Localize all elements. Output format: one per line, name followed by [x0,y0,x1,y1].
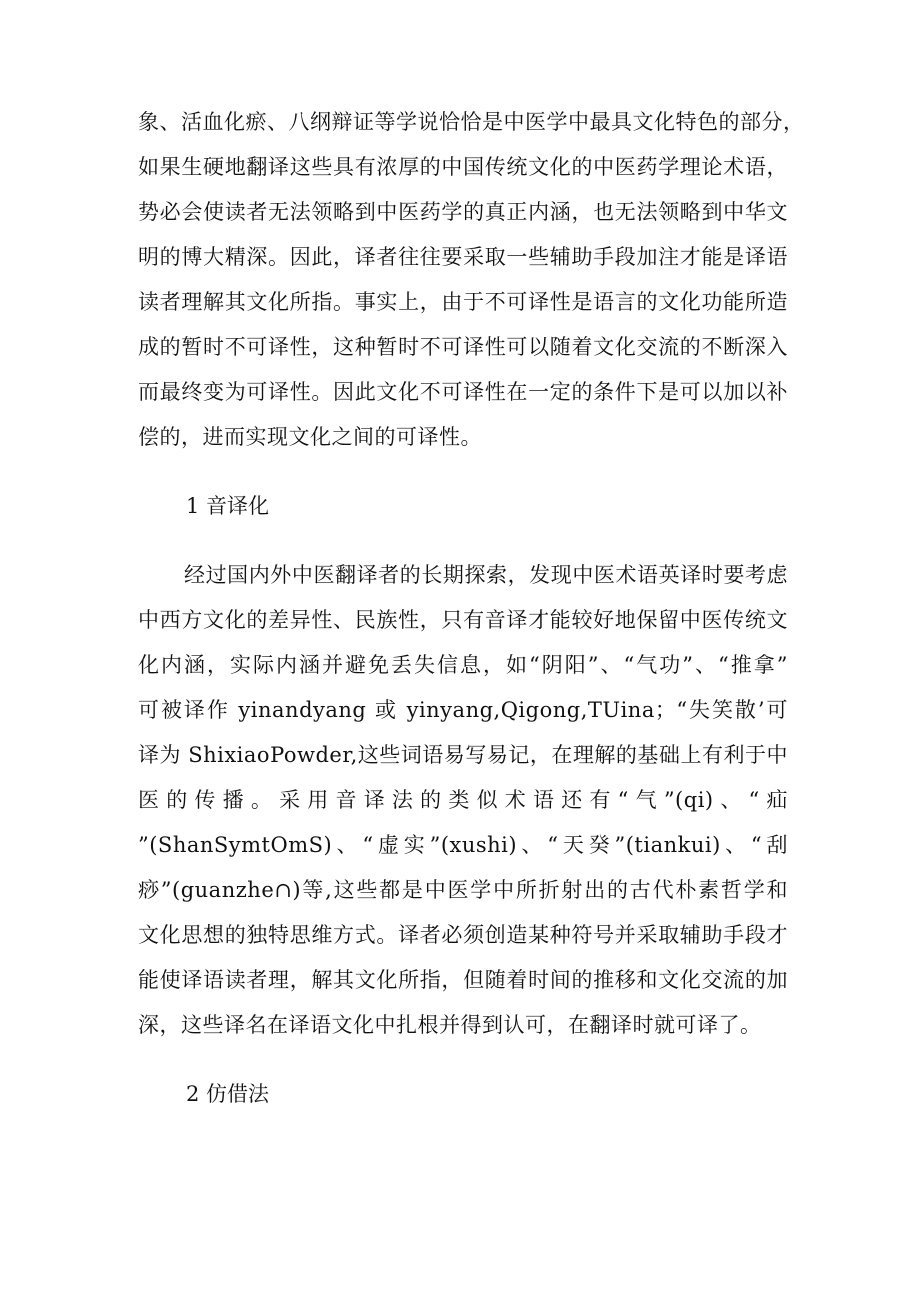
paragraph-line: 经过国内外中医翻译者的长期探索，发现中医术语英译时要考虑 [184,563,788,587]
paragraph-line: 如果生硬地翻译这些具有浓厚的中国传统文化的中医药学理论术语， [138,155,788,179]
section-heading-2: 2 仿借法 [186,1082,270,1106]
paragraph-line: ”(ShanSymtOmS)、“虚实”(xushi)、“天癸”(tiankui)、“刮 [138,833,788,857]
paragraph-line: 可被译作 yinandyang 或 yinyang,Qigong,TUina；“失笑散’可 [138,698,788,722]
section-heading-1: 1 音译化 [186,494,270,518]
paragraph-line: 深，这些译名在译语文化中扎根并得到认可，在翻译时就可译了。 [138,1013,762,1037]
paragraph-line: 势必会使读者无法领略到中医药学的真正内涵，也无法领略到中华文 [138,200,788,224]
paragraph-line: 象、活血化瘀、八纲辩证等学说恰恰是中医学中最具文化特色的部分， [138,110,805,134]
paragraph-line: 文化思想的独特思维方式。译者必须创造某种符号并采取辅助手段才 [138,923,788,947]
paragraph-line: 明的博大精深。因此，译者往往要采取一些辅助手段加注才能是译语 [138,245,788,269]
document-page [138,100,805,1117]
paragraph-line: 能使译语读者理，解其文化所指，但随着时间的推移和文化交流的加 [138,968,788,992]
paragraph-line: 而最终变为可译性。因此文化不可译性在一定的条件下是可以加以补 [138,380,788,404]
paragraph-line: 痧”(guanzhe∩)等,这些都是中医学中所折射出的古代朴素哲学和 [138,878,788,902]
paragraph-1 [138,100,805,460]
paragraph-line: 偿的，进而实现文化之间的可译性。 [138,425,482,449]
paragraph-2 [138,553,788,1048]
paragraph-line: 译为 ShixiaoPowder,这些词语易写易记，在理解的基础上有利于中 [138,743,788,767]
paragraph-line: 化内涵，实际内涵并避免丢失信息，如“阴阳”、“气功”、“推拿” [138,653,788,677]
paragraph-line: 中西方文化的差异性、民族性，只有音译才能较好地保留中医传统文 [138,608,788,632]
paragraph-line: 读者理解其文化所指。事实上，由于不可译性是语言的文化功能所造 [138,290,788,314]
paragraph-line: 成的暂时不可译性，这种暂时不可译性可以随着文化交流的不断深入 [138,335,788,359]
paragraph-line: 医的传播。采用音译法的类似术语还有“气”(qi)、“疝 [138,788,788,812]
